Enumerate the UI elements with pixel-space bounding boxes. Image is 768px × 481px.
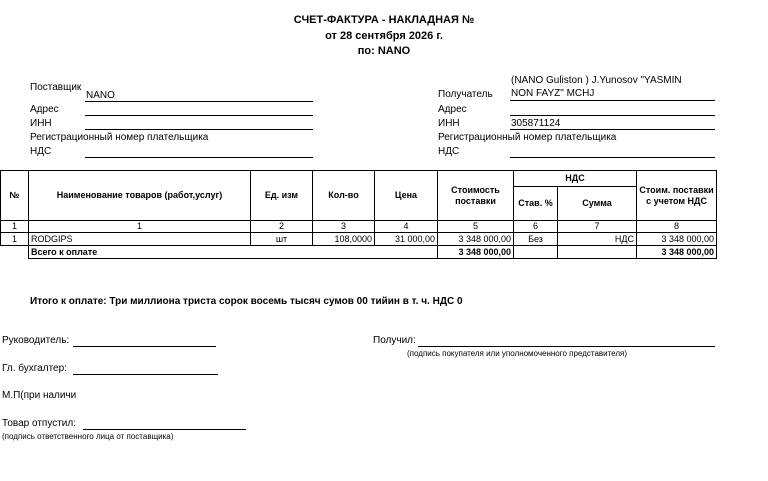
accountant-label: Гл. бухгалтер: — [2, 363, 67, 374]
received-label: Получил: — [373, 335, 416, 346]
supplier-reg-label: Регистрационный номер плательщика — [30, 132, 209, 143]
col-header-nds: НДС — [514, 171, 637, 187]
supplier-nds-label: НДС — [30, 146, 52, 157]
row-nds-rate: Без — [514, 233, 558, 246]
total-row-spacer — [1, 246, 29, 259]
col-header-unit: Ед. изм — [251, 171, 313, 221]
total-nds-sum — [558, 246, 637, 259]
receiver-name-line — [510, 100, 715, 101]
receiver-label: Получатель — [438, 89, 493, 100]
table-row — [1, 233, 717, 246]
col-number: 8 — [637, 221, 717, 233]
col-number: 1 — [29, 221, 251, 233]
director-sign-line — [73, 346, 216, 347]
released-sign-line — [83, 429, 246, 430]
col-header-name: Наименование товаров (работ,услуг) — [29, 171, 251, 221]
col-number: 6 — [514, 221, 558, 233]
row-cost: 3 348 000,00 — [438, 233, 514, 246]
receiver-inn: 305871124 — [511, 118, 561, 129]
receiver-inn-line — [510, 129, 715, 130]
supplier-nds-line — [85, 157, 313, 158]
receiver-address-line — [510, 115, 715, 116]
col-number: 7 — [558, 221, 637, 233]
document-title: СЧЕТ-ФАКТУРА - НАКЛАДНАЯ № — [293, 14, 475, 26]
document-date: от 28 сентября 2026 г. — [325, 30, 443, 42]
supplier-address-line — [85, 115, 313, 116]
supplier-address-label: Адрес — [30, 104, 59, 115]
released-label: Товар отпустил: — [2, 418, 76, 429]
col-header-num: № — [1, 171, 29, 221]
col-number: 4 — [375, 221, 438, 233]
receiver-nds-line — [510, 157, 715, 158]
col-number: 2 — [251, 221, 313, 233]
receiver-name-line1: (NANO Guliston ) J.Yunosov "YASMIN — [511, 75, 682, 86]
released-note: (подпись ответственного лица от поставщика) — [2, 432, 174, 441]
col-number: 1 — [1, 221, 29, 233]
receiver-inn-label: ИНН — [438, 118, 460, 129]
supplier-name: NANO — [86, 90, 115, 101]
total-cost: 3 348 000,00 — [438, 246, 514, 259]
receiver-name-line2: NON FAYZ" MCHJ — [511, 88, 595, 99]
row-num: 1 — [1, 233, 29, 246]
total-with-nds: 3 348 000,00 — [637, 246, 717, 259]
row-unit: шт — [251, 233, 313, 246]
accountant-sign-line — [73, 374, 218, 375]
col-header-nds-rate: Став. % — [514, 187, 558, 221]
column-numbers-row — [1, 221, 717, 233]
row-price: 31 000,00 — [375, 233, 438, 246]
supplier-inn-line — [85, 129, 313, 130]
col-header-qty: Кол-во — [313, 171, 375, 221]
document-to: по: NANO — [357, 45, 411, 57]
receiver-address-label: Адрес — [438, 104, 467, 115]
col-header-nds-sum: Сумма — [558, 187, 637, 221]
supplier-label: Поставщик — [30, 82, 82, 93]
total-nds-rate — [514, 246, 558, 259]
received-sign-line — [418, 346, 715, 347]
col-number: 3 — [313, 221, 375, 233]
row-qty: 108,0000 — [313, 233, 375, 246]
col-header-total: Стоим. поставки с учетом НДС — [637, 171, 717, 221]
received-note: (подпись покупателя или уполномоченного представителя) — [407, 349, 628, 358]
payment-summary: Итого к оплате: Три миллиона триста сорок восемь тысяч сумов 00 тийин в т. ч. НДС 0 — [30, 296, 463, 307]
col-number: 5 — [438, 221, 514, 233]
row-name: RODGIPS — [29, 233, 251, 246]
total-row — [1, 246, 717, 259]
supplier-name-line — [85, 101, 313, 102]
director-label: Руководитель: — [2, 335, 70, 346]
total-label: Всего к оплате — [29, 246, 438, 259]
col-header-cost: Стоимость поставки — [438, 171, 514, 221]
row-total: 3 348 000,00 — [637, 233, 717, 246]
supplier-inn-label: ИНН — [30, 118, 52, 129]
invoice-table — [0, 170, 717, 259]
col-header-price: Цена — [375, 171, 438, 221]
receiver-reg-label: Регистрационный номер плательщика — [438, 132, 617, 143]
receiver-nds-label: НДС — [438, 146, 460, 157]
row-nds-sum: НДС — [558, 233, 637, 246]
stamp-label: М.П(при наличи — [2, 390, 77, 401]
